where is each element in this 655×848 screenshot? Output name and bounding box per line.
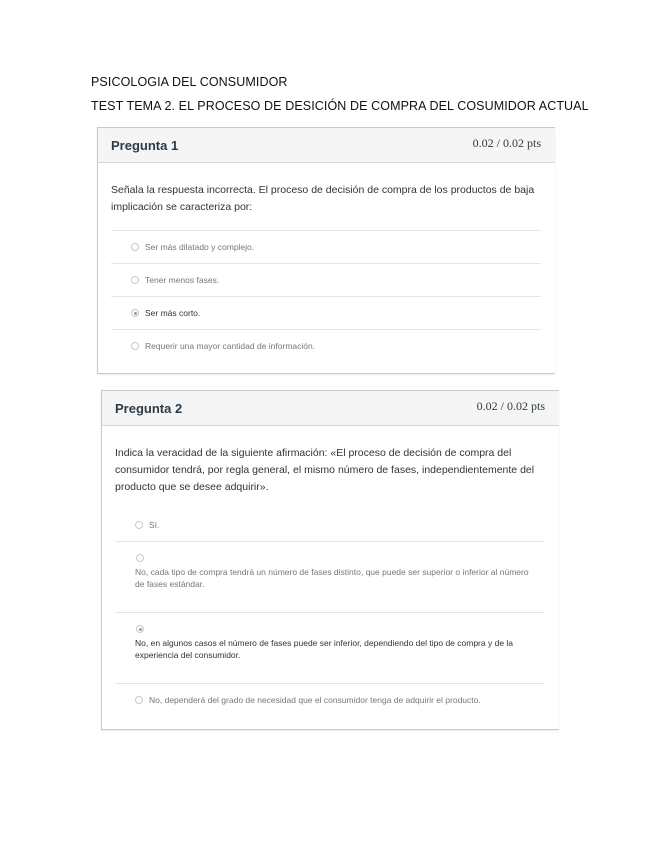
answer-label: Requerir una mayor cantidad de información. bbox=[145, 341, 316, 351]
radio-selected-icon[interactable] bbox=[131, 309, 139, 317]
answer-label: No, dependerá del grado de necesidad que el consumidor tenga de adquirir el producto. bbox=[149, 695, 481, 705]
answer-option-selected[interactable] bbox=[111, 296, 541, 329]
answer-option[interactable] bbox=[111, 230, 541, 263]
radio-unselected-icon[interactable] bbox=[131, 243, 139, 251]
question-text: Señala la respuesta incorrecta. El proceso de decisión de compra de los productos de baja implicación se caracteriza por: bbox=[111, 184, 535, 213]
radio-unselected-icon[interactable] bbox=[135, 696, 143, 704]
answer-option-selected[interactable] bbox=[115, 612, 545, 683]
question-header bbox=[98, 128, 555, 163]
answer-label: No, cada tipo de compra tendrá un número de fases distinto, que puede ser superior o inferior al número de fases estándar. bbox=[135, 567, 529, 589]
test-title: TEST TEMA 2. EL PROCESO DE DESICIÓN DE COMPRA DEL COSUMIDOR ACTUAL bbox=[91, 99, 589, 113]
question-title: Pregunta 1 bbox=[111, 138, 179, 153]
radio-unselected-icon[interactable] bbox=[136, 554, 144, 562]
answer-list bbox=[115, 509, 545, 716]
answer-label: Ser más dilatado y complejo. bbox=[145, 242, 255, 252]
answer-option[interactable] bbox=[111, 329, 541, 362]
answer-option[interactable] bbox=[115, 509, 545, 541]
radio-unselected-icon[interactable] bbox=[131, 276, 139, 284]
question-card-1 bbox=[97, 127, 555, 374]
answer-option[interactable] bbox=[115, 683, 545, 716]
radio-unselected-icon[interactable] bbox=[135, 521, 143, 529]
answer-label: Sí. bbox=[149, 520, 160, 530]
question-text: Indica la veracidad de la siguiente afirmación: «El proceso de decisión de compra del consumidor tendrá, por regla general, el mismo número de fases, independientemente del producto que se desee adquirir». bbox=[115, 447, 535, 493]
question-points: 0.02 / 0.02 pts bbox=[472, 136, 541, 150]
answer-label: Tener menos fases. bbox=[145, 275, 220, 285]
course-title: PSICOLOGIA DEL CONSUMIDOR bbox=[91, 75, 288, 89]
question-header bbox=[102, 391, 559, 426]
answer-list bbox=[111, 230, 541, 362]
answer-label: No, en algunos casos el número de fases puede ser inferior, dependiendo del tipo de compra y de la experiencia del consumidor. bbox=[135, 638, 514, 660]
question-points: 0.02 / 0.02 pts bbox=[476, 399, 545, 413]
answer-option[interactable] bbox=[111, 263, 541, 296]
radio-unselected-icon[interactable] bbox=[131, 342, 139, 350]
answer-option[interactable] bbox=[115, 541, 545, 612]
radio-selected-icon[interactable] bbox=[136, 625, 144, 633]
question-card-2 bbox=[101, 390, 559, 730]
question-title: Pregunta 2 bbox=[115, 401, 183, 416]
answer-label: Ser más corto. bbox=[145, 308, 201, 318]
